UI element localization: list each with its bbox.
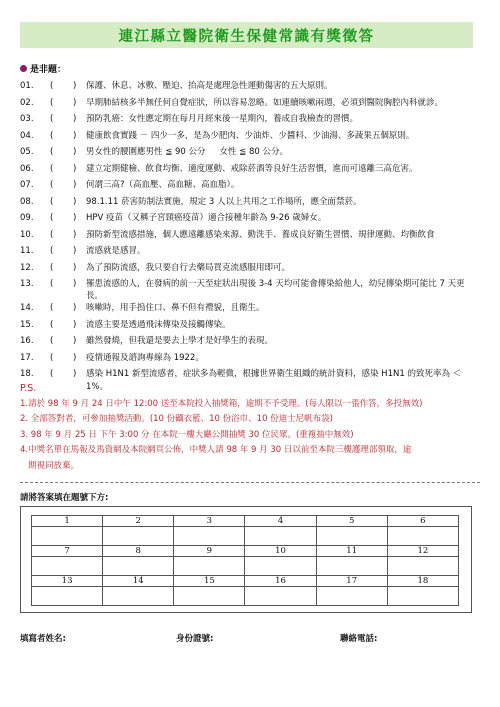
answer-blank-row	[32, 587, 459, 606]
question-text: 疫情通報及諮詢專線為 1922。	[86, 352, 204, 363]
section-heading	[20, 62, 66, 75]
question-number: 02.	[20, 97, 34, 108]
answer-blank-cell[interactable]	[103, 527, 174, 546]
question-number: 10.	[20, 229, 34, 240]
answer-number-cell: 10	[245, 546, 316, 557]
answer-blank-cell[interactable]	[245, 557, 316, 576]
question-item	[20, 229, 480, 246]
question-list	[20, 80, 480, 393]
question-text: 98.1.11 菸害防制法實施，規定 3 人以上共用之工作場所，應全面禁菸。	[86, 196, 362, 207]
question-number: 18.	[20, 369, 34, 380]
section-label: 是非題：	[30, 65, 67, 75]
answer-number-cell: 5	[316, 516, 387, 527]
question-number: 12.	[20, 262, 34, 273]
question-text: 預防新型流感措施，個人應遠離感染來源、勤洗手、養成良好衛生習慣、規律運動、均衡飲食	[86, 229, 435, 240]
answer-blank: ( )	[50, 130, 77, 141]
answer-blank-cell[interactable]	[174, 557, 245, 576]
answer-number-cell: 7	[32, 546, 103, 557]
answer-blank: ( )	[50, 262, 77, 273]
ps-notes	[20, 381, 480, 474]
question-number: 14.	[20, 303, 34, 314]
question-text: 感染 H1N1 新型流感者，症狀多為輕微，根據世界衛生組織的統計資料，感染 H1N1 的致死率為 ＜ 1%。	[86, 369, 462, 392]
question-number: 07.	[20, 180, 34, 190]
answer-number-cell: 9	[174, 546, 245, 557]
question-item	[20, 245, 480, 262]
question-text: HPV 疫苗（又稱子宮頸癌疫苗）適合接種年齡為 9-26 歲婦女。	[86, 213, 327, 223]
answer-blank-cell[interactable]	[174, 527, 245, 546]
title-banner	[20, 22, 473, 48]
answer-number-cell: 3	[174, 516, 245, 527]
question-number: 16.	[20, 336, 34, 347]
answer-number-cell: 13	[32, 576, 103, 587]
answer-blank-cell[interactable]	[103, 557, 174, 576]
question-number: 09.	[20, 213, 34, 223]
answer-blank: ( )	[50, 369, 77, 380]
question-number: 17.	[20, 352, 34, 363]
question-number: 11.	[20, 246, 34, 256]
answer-blank-cell[interactable]	[316, 587, 387, 606]
question-item	[20, 146, 480, 163]
answer-box	[20, 506, 472, 613]
answer-blank-cell[interactable]	[245, 527, 316, 546]
answer-number-cell: 1	[32, 516, 103, 527]
answer-blank: ( )	[50, 213, 77, 223]
question-text: 男女性的腰圍應男性 ≦ 90 公分 女性 ≦ 80 公分。	[86, 147, 288, 157]
answer-number-cell: 2	[103, 516, 174, 527]
question-number: 13.	[20, 279, 34, 289]
bullet-dot-icon	[20, 65, 27, 72]
question-number: 15.	[20, 319, 34, 330]
answer-blank-row	[32, 557, 459, 576]
answer-blank: ( )	[50, 163, 77, 174]
question-text: 早期肺結核多半無任何自覺症狀，所以容易忽略。如連續咳嗽兩週，必須到醫院胸腔內科就診。	[86, 97, 444, 108]
name-label: 填寫者姓名:	[20, 634, 66, 644]
answer-blank: ( )	[50, 319, 77, 330]
question-text: 保護、休息、冰敷、壓迫、抬高是處理急性運動傷害的五大原則。	[86, 81, 333, 91]
question-item	[20, 97, 480, 114]
page-title: 連江縣立醫院衛生保健常識有獎徵答	[118, 27, 375, 45]
answer-blank: ( )	[50, 336, 77, 347]
answer-blank-cell[interactable]	[387, 557, 458, 576]
answer-blank-row	[32, 527, 459, 546]
question-text: 健康飲食實踐 － 四少一多，是為少肥肉、少油炸、少醬料、少油湯、多蔬果五個原則。	[86, 130, 415, 141]
answer-blank-cell[interactable]	[387, 587, 458, 606]
answer-number-cell: 14	[103, 576, 174, 587]
answer-blank-cell[interactable]	[316, 557, 387, 576]
question-item	[20, 196, 480, 213]
question-text: 流感主要是透過飛沫傳染及接觸傳染。	[86, 319, 231, 330]
question-item	[20, 80, 480, 97]
question-text: 預防乳癌：女性應定期在每月月經來後一星期內，養成自我檢查的習慣。	[86, 114, 359, 124]
question-text: 雖然發燒，但我還是要去上學才是好學生的表現。	[86, 336, 274, 347]
phone-label: 聯絡電話:	[340, 634, 378, 644]
answer-blank: ( )	[50, 180, 77, 190]
question-item	[20, 262, 480, 279]
question-text: 何謂三高?（高血壓、高血糖、高血脂）。	[86, 180, 240, 190]
answer-number-cell: 6	[387, 516, 458, 527]
answer-number-row	[32, 576, 459, 587]
question-item	[20, 335, 480, 352]
question-number: 03.	[20, 114, 34, 124]
answer-blank: ( )	[50, 97, 77, 108]
answer-blank-cell[interactable]	[387, 527, 458, 546]
answer-number-cell: 15	[174, 576, 245, 587]
answer-blank-cell[interactable]	[174, 587, 245, 606]
ps-note-2: 2. 全部答對者，可參加抽獎活動。(10 份礪衣籃、10 份浴巾、10 份迪士尼帆布袋)	[20, 414, 334, 424]
question-item	[20, 302, 480, 319]
ps-note-1: 1.請於 98 年 9 月 24 日中午 12:00 送至本院投入抽獎箱，逾期不予受理。(每人限以一張作答，多投無效)	[20, 398, 423, 409]
answer-number-cell: 4	[245, 516, 316, 527]
answer-blank: ( )	[50, 81, 77, 91]
answer-number-row	[32, 546, 459, 557]
answer-blank-cell[interactable]	[245, 587, 316, 606]
answer-blank: ( )	[50, 114, 77, 124]
question-item	[20, 319, 480, 336]
question-text: 咳嗽時，用手摀住口、鼻不但有禮貌，且衛生。	[86, 303, 265, 314]
question-text: 流感就是感冒。	[86, 246, 146, 256]
question-text: 為了預防流感，我只要自行去藥局買克流感服用即可。	[86, 262, 291, 273]
answer-blank: ( )	[50, 279, 77, 289]
id-label: 身份證號:	[176, 634, 214, 644]
question-number: 01.	[20, 81, 34, 91]
answer-number-cell: 16	[245, 576, 316, 587]
answer-blank: ( )	[50, 246, 77, 256]
answer-number-cell: 8	[103, 546, 174, 557]
ps-note-4-cont: 期視同放棄。	[28, 460, 80, 471]
answer-blank: ( )	[50, 303, 77, 314]
answer-blank-cell[interactable]	[103, 587, 174, 606]
ps-note-4: 4.中獎名單在馬報及馬資網及本院網頁公佈，中獎人請 98 年 9 月 30 日以前至本院三樓護理部領取，逾	[20, 445, 412, 455]
answer-blank-cell[interactable]	[316, 527, 387, 546]
ps-note-3: 3. 98 年 9 月 25 日 下午 3:00 分 在本院一樓大廳公開抽獎 30 位民眾。(重複抽中無效)	[20, 429, 354, 440]
answer-blank: ( )	[50, 147, 77, 157]
question-number: 08.	[20, 196, 34, 207]
question-text: 罹患流感的人，在發病的前一天至症狀出現後 3-4 天均可能會傳染給他人，幼兒傳染期可能比 7 天更長。	[86, 279, 465, 302]
answer-number-row	[32, 516, 459, 527]
question-text: 建立定期健檢、飲食均衡、適度運動、戒除菸酒等良好生活習慣，進而可遠離三高危害。	[86, 163, 418, 174]
answer-number-cell: 11	[316, 546, 387, 557]
question-item	[20, 163, 480, 180]
ps-heading: P.S.	[20, 383, 37, 394]
answer-blank: ( )	[50, 229, 77, 240]
question-item	[20, 212, 480, 229]
answer-number-cell: 18	[387, 576, 458, 587]
answer-number-cell: 12	[387, 546, 458, 557]
question-number: 04.	[20, 130, 34, 141]
dashed-divider	[20, 482, 480, 483]
answer-blank-cell[interactable]	[32, 527, 103, 546]
answer-blank-cell[interactable]	[32, 557, 103, 576]
question-item	[20, 113, 480, 130]
question-number: 05.	[20, 147, 34, 157]
question-item	[20, 278, 480, 302]
answer-blank: ( )	[50, 352, 77, 363]
question-item	[20, 130, 480, 147]
answer-grid	[31, 515, 459, 606]
answer-blank: ( )	[50, 196, 77, 207]
answer-blank-cell[interactable]	[32, 587, 103, 606]
question-item	[20, 179, 480, 196]
answer-prompt: 請將答案填在題號下方:	[20, 493, 109, 503]
question-number: 06.	[20, 163, 34, 174]
answer-number-cell: 17	[316, 576, 387, 587]
question-item	[20, 352, 480, 369]
